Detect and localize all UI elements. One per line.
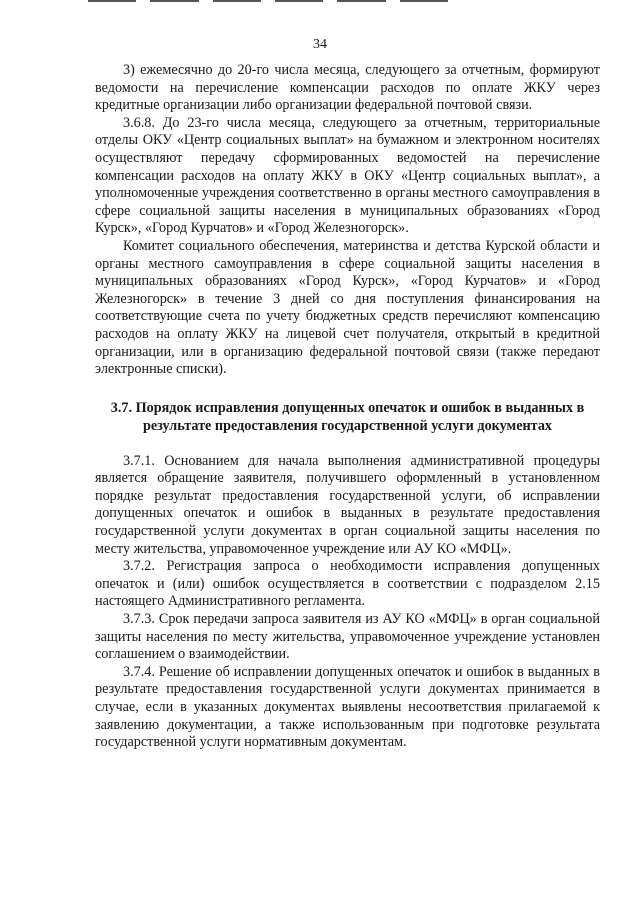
document-body	[95, 62, 600, 752]
paragraph-item-3: 3) ежемесячно до 20-го числа месяца, следующего за отчетным, формируют ведомости на перечисление компенсации расходов по оплате ЖКУ через кредитные организации либо организации федеральной почтовой связи.	[95, 62, 600, 114]
scan-mark	[400, 0, 448, 2]
scan-mark	[337, 0, 385, 2]
scan-mark	[213, 0, 261, 2]
section-heading-3-7: 3.7. Порядок исправления допущенных опечаток и ошибок в выданных в результате предоставления государственной услуги документах	[110, 399, 585, 434]
paragraph-3-7-4: 3.7.4. Решение об исправлении допущенных опечаток и ошибок в выданных в результате предоставления государственной услуги документах принимается в случае, если в указанных документах выявлены несоответствия прилагаемой к заявлению документации, а также использованным при подготовке результата государственной услуги нормативным документам.	[95, 663, 600, 751]
scan-mark	[150, 0, 198, 2]
scan-edge-marks	[88, 0, 448, 3]
paragraph-3-6-8: 3.6.8. До 23-го числа месяца, следующего за отчетным, территориальные отделы ОКУ «Центр социальных выплат» на бумажном и электронном носителях осуществляют передачу сформированных ведомостей на перечисление компенсации расходов на оплату ЖКУ в ОКУ «Центр социальных выплат», а уполномоченные учреждения соответственно в органы местного самоуправления в сфере социальной защиты населения в муниципальных образованиях «Город Курск», «Город Курчатов» и «Город Железногорск».	[95, 114, 600, 237]
paragraph-committee: Комитет социального обеспечения, материнства и детства Курской области и органы местного самоуправления в сфере социальной защиты населения в муниципальных образованиях «Город Курск», «Город Курчатов» и «Город Железногорск» в течение 3 дней со дня поступления финансирования на соответствующие счета по учету бюджетных средств перечисляют компенсацию расходов на оплату ЖКУ на лицевой счет получателя, открытый в кредитной организации, или в организацию федеральной почтовой связи (также передают электронные списки).	[95, 237, 600, 378]
paragraph-3-7-1: 3.7.1. Основанием для начала выполнения административной процедуры является обращение заявителя, получившего оформленный в установленном порядке результат предоставления государственной услуги, об исправлении допущенных опечаток и ошибок в выданных в результате предоставления государственной услуги документах в орган социальной защиты населения по месту жительства, управомоченное учреждение или АУ КО «МФЦ».	[95, 452, 600, 557]
scan-mark	[275, 0, 323, 2]
scan-mark	[88, 0, 136, 2]
paragraph-3-7-3: 3.7.3. Срок передачи запроса заявителя из АУ КО «МФЦ» в орган социальной защиты населения по месту жительства, управомоченное учреждение установлен соглашением о взаимодействии.	[95, 611, 600, 663]
paragraph-3-7-2: 3.7.2. Регистрация запроса о необходимости исправления допущенных опечаток и (или) ошибок осуществляется в соответствии с подразделом 2.15 настоящего Административного регламента.	[95, 558, 600, 610]
page-number: 34	[313, 37, 327, 52]
